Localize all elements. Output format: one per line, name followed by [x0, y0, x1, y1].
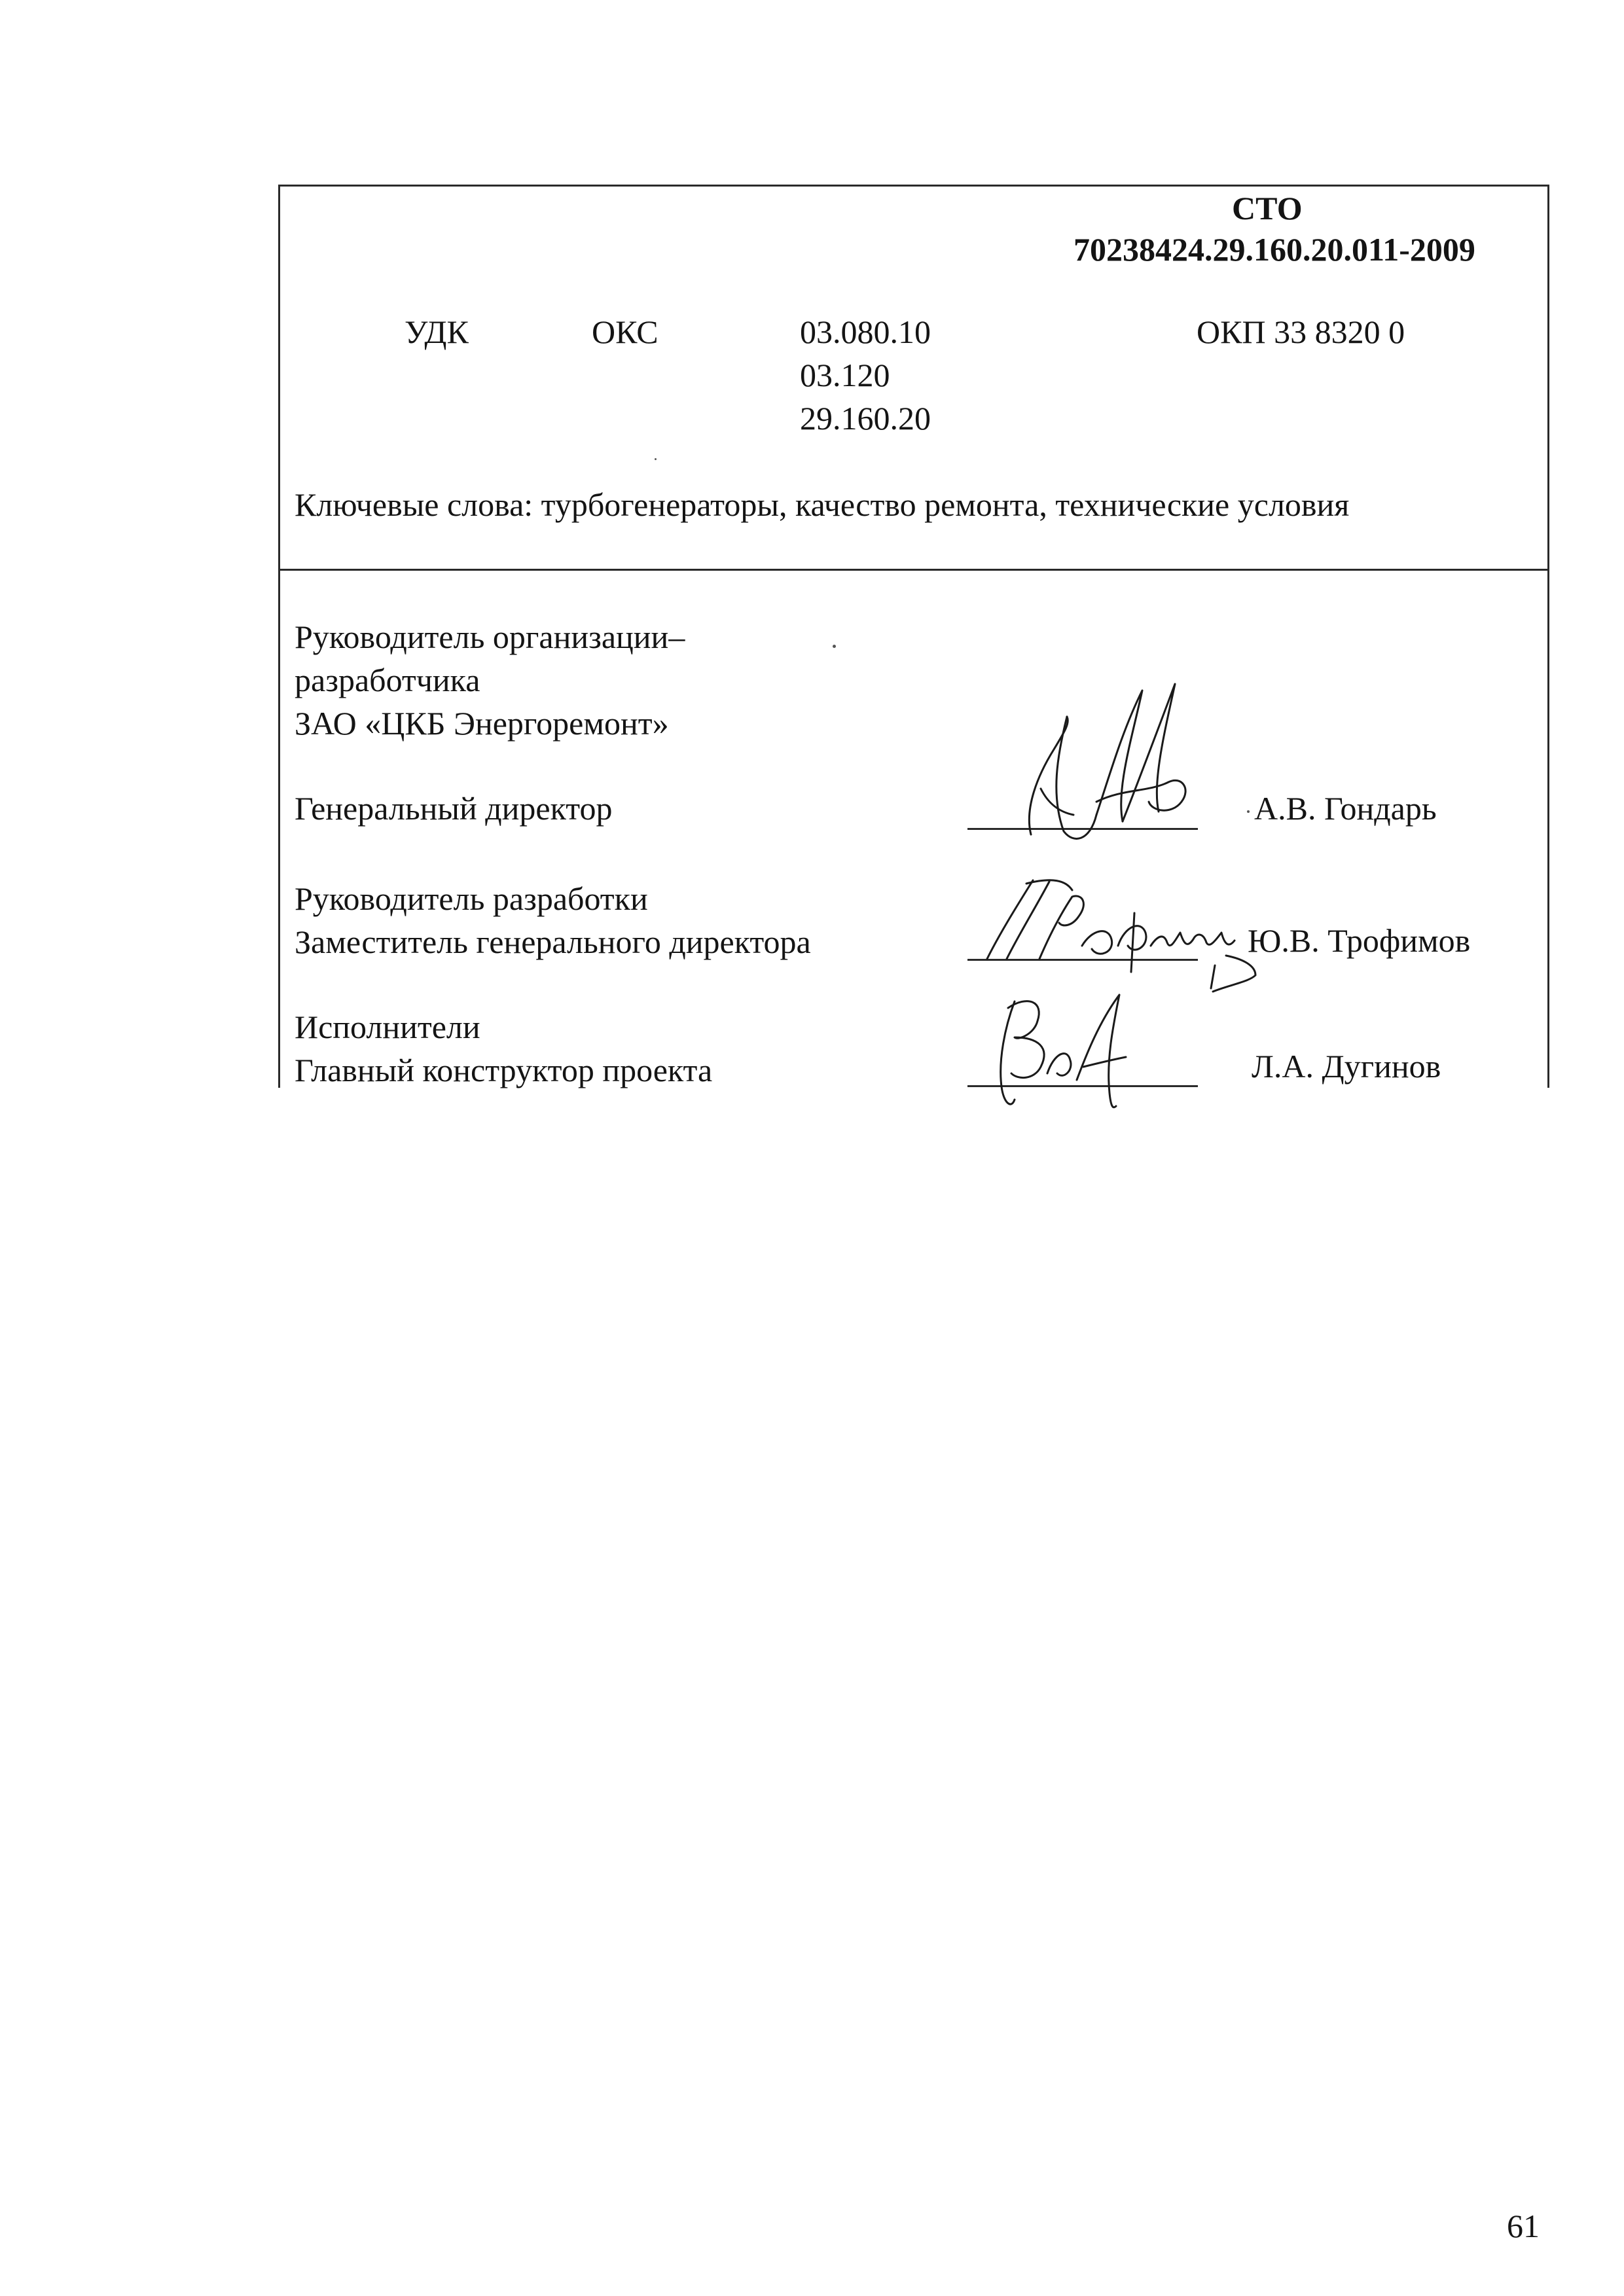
signatory-role — [295, 787, 612, 830]
scan-speck — [655, 458, 657, 460]
oks-code: 03.120 — [800, 357, 890, 393]
role-line: Главный конструктор проекта — [295, 1052, 713, 1088]
handwritten-signature — [967, 867, 1275, 998]
section-divider — [278, 569, 1549, 571]
signatory-role — [295, 1005, 712, 1092]
standard-number: 70238424.29.160.20.011-2009 — [1074, 231, 1475, 268]
page-number: 61 — [1507, 2208, 1540, 2244]
oks-code: 29.160.20 — [800, 400, 931, 437]
oks-label: ОКС — [592, 314, 659, 350]
role-line: Заместитель генерального директора — [295, 924, 811, 960]
role-line: Генеральный директор — [295, 790, 613, 827]
organization-line: разработчика — [295, 662, 480, 698]
organization-block — [295, 615, 685, 745]
keywords-line: Ключевые слова: турбогенераторы, качество ремонта, технические условия — [295, 486, 1350, 523]
signatory-name: Ю.В. Трофимов — [1248, 922, 1471, 959]
role-line: Исполнители — [295, 1009, 480, 1045]
scan-speck — [833, 645, 836, 648]
organization-line: Руководитель организации– — [295, 619, 685, 655]
handwritten-signature — [1018, 677, 1214, 851]
handwritten-signature — [979, 982, 1136, 1113]
oks-codes — [800, 310, 931, 440]
signatory-name: А.В. Гондарь — [1254, 790, 1437, 827]
signatory-name: Л.А. Дугинов — [1252, 1048, 1441, 1085]
okp-code: ОКП 33 8320 0 — [1197, 314, 1405, 350]
scan-speck — [1247, 810, 1250, 813]
standard-label: СТО — [1232, 190, 1303, 226]
role-line: Руководитель разработки — [295, 880, 648, 917]
organization-line: ЗАО «ЦКБ Энергоремонт» — [295, 705, 669, 742]
signatory-role — [295, 877, 811, 963]
oks-code: 03.080.10 — [800, 314, 931, 350]
udk-label: УДК — [405, 314, 469, 350]
